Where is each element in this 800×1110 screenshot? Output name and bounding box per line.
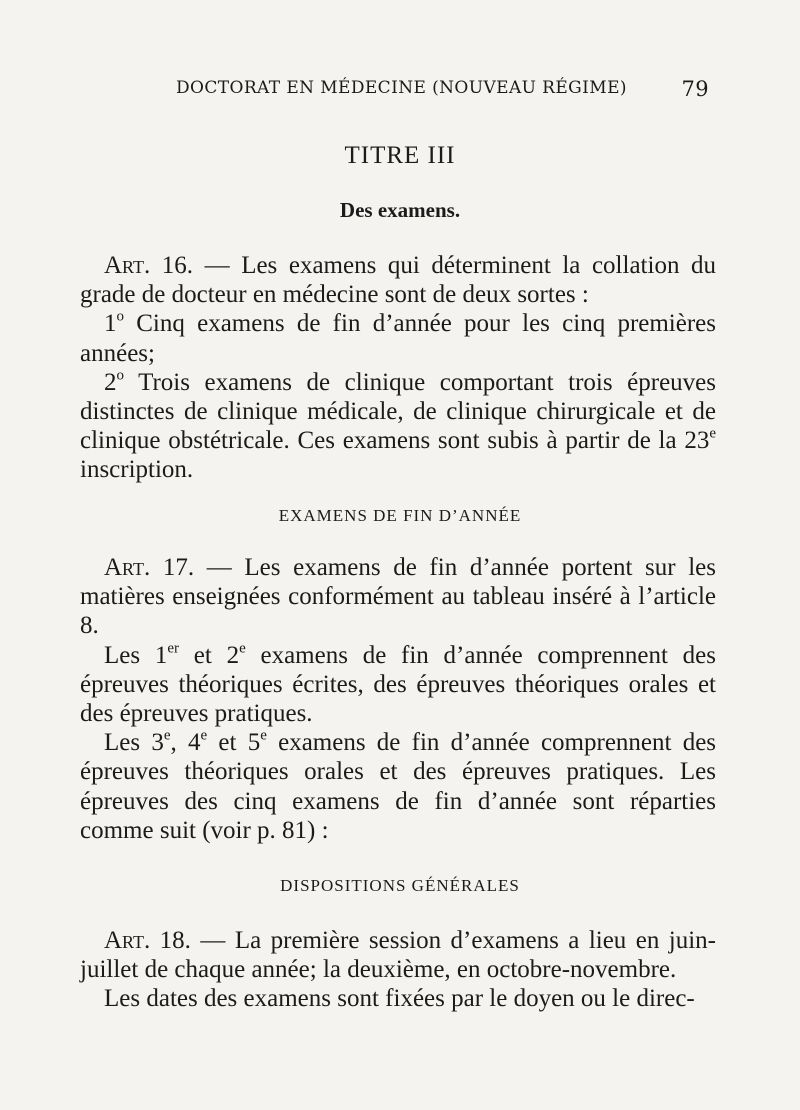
article-17-para3-superscript-2: e <box>200 727 208 744</box>
article-17-para3-end: examens de fin d’année comprennent des épreuves théoriques orales et des épreuves pratiques. Les épreuves des cinq examens de fin d’année sont réparties comme suit (voir p. 81) : <box>80 729 717 844</box>
article-16-label: Art. 16. <box>104 252 194 279</box>
article-17-para3-superscript-1: e <box>163 727 171 744</box>
article-17-paragraph <box>80 553 716 641</box>
article-18-paragraph <box>80 926 716 984</box>
article-16-text: — Les examens qui déterminent la collation du grade de docteur en médecine sont de deux sortes : <box>80 252 717 309</box>
article-17-paragraph-2 <box>80 641 716 729</box>
section-heading-dispositions: DISPOSITIONS GÉNÉRALES <box>280 876 520 895</box>
article-16-item-1-superscript: o <box>116 308 124 325</box>
article-16-inscription-number: 23 <box>684 427 710 455</box>
article-17-para2-middle: et <box>193 641 212 669</box>
article-16-item-1 <box>80 309 716 367</box>
article-17-text: — Les examens de fin d’année portent sur les matières enseignées conformément au tableau inséré à l’article 8. <box>80 554 716 640</box>
running-title: DOCTORAT EN MÉDECINE (NOUVEAU RÉGIME) <box>176 78 627 98</box>
article-16-item-2-text: Trois examens de clinique comportant trois épreuves distinctes de clinique médicale, de clinique chirurgicale et de clinique obstétricale. Ces examens sont subis à partir de la <box>80 368 716 455</box>
section-heading-examens: EXAMENS DE FIN D’ANNÉE <box>278 506 522 525</box>
article-16-item-1-text: Cinq examens de fin d’année pour les cinq premières années; <box>80 310 716 367</box>
article-17-para3-separator: , <box>170 729 177 757</box>
article-18-block <box>80 926 716 1014</box>
article-17-paragraph-3 <box>80 728 716 845</box>
article-16-paragraph <box>80 251 716 309</box>
article-17-para2-number-2: 2 <box>226 641 240 669</box>
article-16-item-2 <box>80 368 716 485</box>
section-subtitle: Des examens. <box>339 198 461 222</box>
article-17-para2-number-1: 1 <box>154 641 168 669</box>
article-17-para3-number-3: 5 <box>247 729 261 757</box>
page-number: 79 <box>681 77 709 101</box>
article-17-label: Art. 17. <box>104 554 195 581</box>
article-18-paragraph-2: Les dates des examens sont fixées par le doyen ou le direc- <box>104 985 695 1013</box>
article-17-para3-superscript-3: e <box>260 727 267 744</box>
article-17-para2-superscript-1: er <box>167 640 180 657</box>
article-16-inscription-superscript: e <box>709 425 717 442</box>
article-16-item-2-superscript: o <box>116 367 124 384</box>
section-title: TITRE III <box>344 142 456 169</box>
article-17-para2-start: Les <box>104 641 141 669</box>
article-17-para2-end: examens de fin d’année comprennent des épreuves théoriques écrites, des épreuves théoriques orales et des épreuves pratiques. <box>80 641 717 728</box>
article-17-para3-number-1: 3 <box>151 729 164 757</box>
article-16-block <box>80 251 716 485</box>
article-17-block <box>80 553 716 845</box>
article-16-item-2-number: 2 <box>104 368 117 396</box>
article-18-label: Art. 18. <box>104 927 191 954</box>
article-17-para3-start: Les <box>104 729 141 757</box>
article-16-item-1-number: 1 <box>104 310 117 338</box>
article-17-para3-number-2: 4 <box>188 729 201 757</box>
running-head <box>176 73 716 103</box>
article-17-para3-middle: et <box>218 729 237 757</box>
article-16-inscription-text: inscription. <box>80 456 194 484</box>
article-17-para2-superscript-2: e <box>239 640 246 657</box>
article-18-text: — La première session d’examens a lieu en juin-juillet de chaque année; la deuxième, en octobre-novembre. <box>80 927 716 984</box>
